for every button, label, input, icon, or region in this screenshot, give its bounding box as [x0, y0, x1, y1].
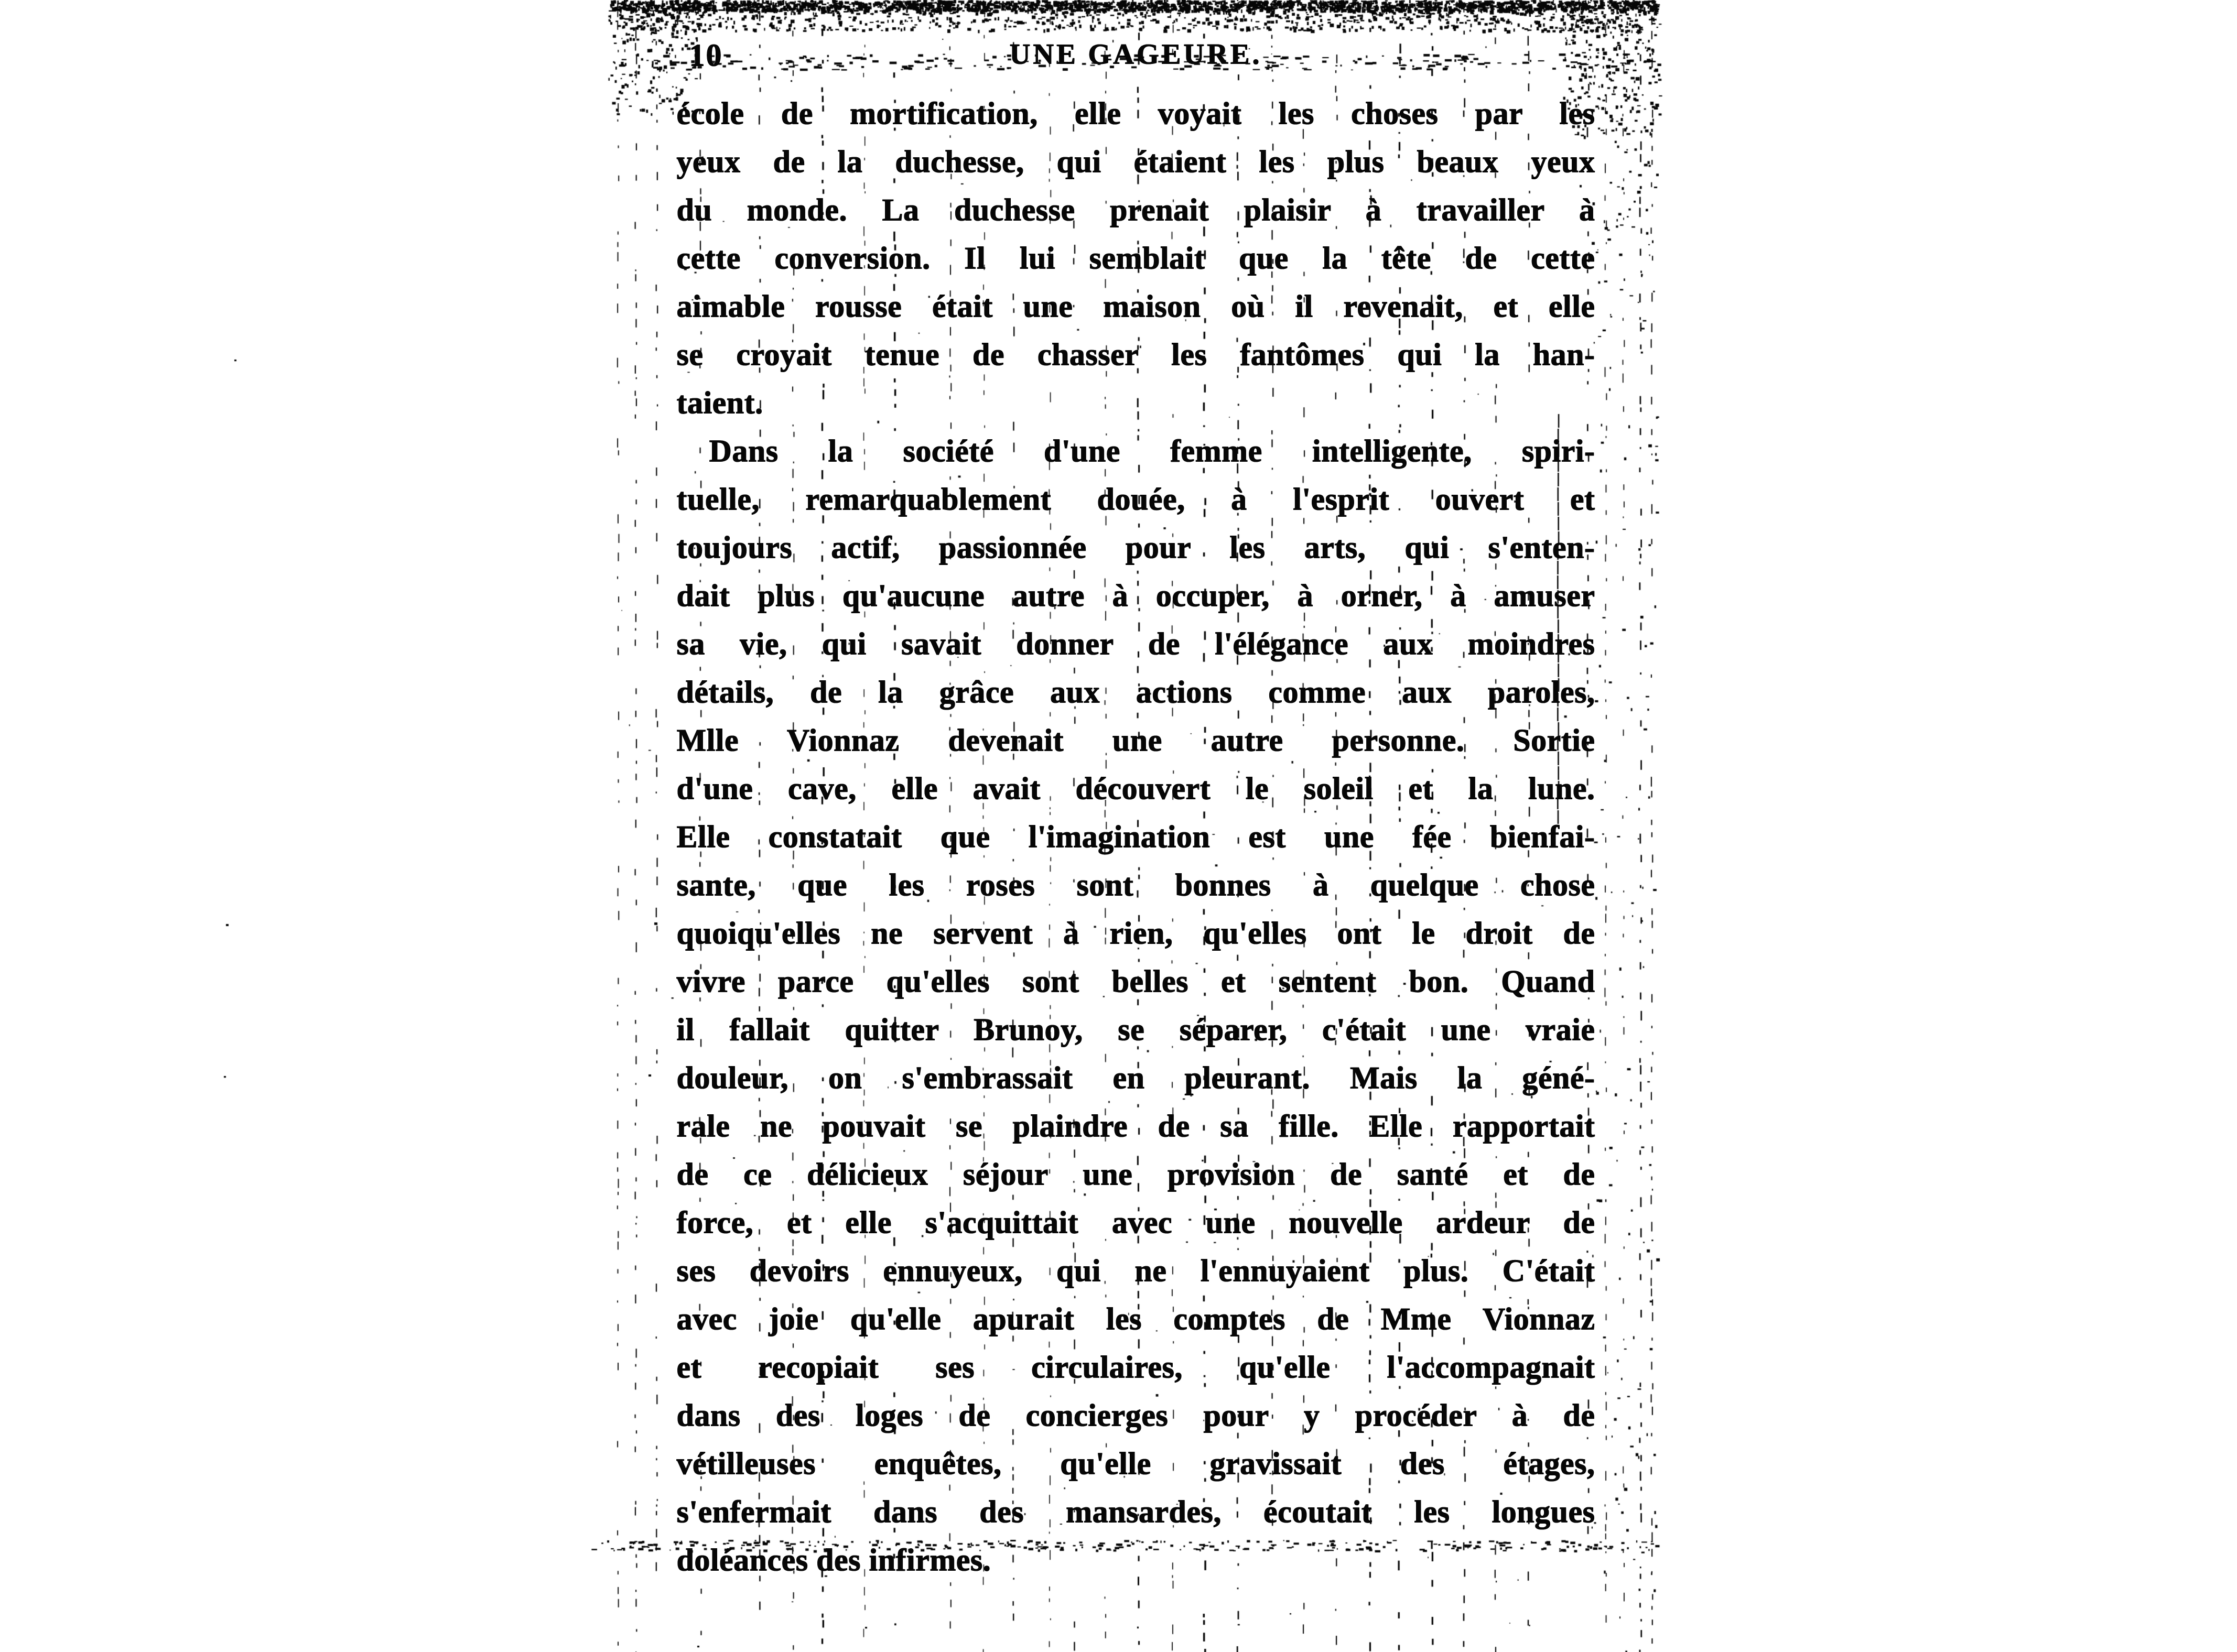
text-line: Mlle Vionnaz devenait une autre personne. Sortie [676, 723, 1595, 757]
text-line: ses devoirs ennuyeux, qui ne l'ennuyaient plus. C'était [676, 1253, 1595, 1288]
text-line: d'une cave, elle avait découvert le soleil et la lune. [676, 771, 1595, 806]
text-line: force, et elle s'acquittait avec une nouvelle ardeur de [676, 1205, 1595, 1240]
text-line: vétilleuses enquêtes, qu'elle gravissait des étages, [676, 1446, 1595, 1481]
text-line: et recopiait ses circulaires, qu'elle l'accompagnait [676, 1350, 1595, 1384]
text-line: taient. [676, 385, 763, 420]
text-line: de ce délicieux séjour une provision de santé et de [676, 1157, 1595, 1191]
text-line: cette conversion. Il lui semblait que la tête de cette [676, 241, 1595, 275]
text-line: avec joie qu'elle apurait les comptes de Mme Vionnaz [676, 1301, 1595, 1336]
text-line: du monde. La duchesse prenait plaisir à travailler à [676, 192, 1595, 227]
body-text [676, 89, 1595, 1584]
text-line: aimable rousse était une maison où il revenait, et elle [676, 289, 1595, 323]
text-line: se croyait tenue de chasser les fantômes qui la han- [676, 337, 1595, 372]
text-line: doléances des infirmes. [676, 1542, 991, 1577]
text-line: Dans la société d'une femme intelligente, spiri- [709, 433, 1595, 468]
text-line: il fallait quitter Brunoy, se séparer, c'était une vraie [676, 1012, 1595, 1047]
text-line: vivre parce qu'elles sont belles et sentent bon. Quand [676, 964, 1595, 998]
text-line: sante, que les roses sont bonnes à quelque chose [676, 867, 1595, 902]
page-number: 10 [689, 38, 722, 72]
text-line: douleur, on s'embrassait en pleurant. Mais la géné- [676, 1060, 1595, 1095]
text-line: quoiqu'elles ne servent à rien, qu'elles ont le droit de [676, 916, 1595, 950]
running-title: UNE GAGEURE. [1009, 38, 1262, 70]
text-line: détails, de la grâce aux actions comme aux paroles, [676, 675, 1595, 709]
text-line: yeux de la duchesse, qui étaient les plus beaux yeux [676, 144, 1595, 179]
text-line: tuelle, remarquablement douée, à l'esprit ouvert et [676, 482, 1595, 516]
text-line: s'enfermait dans des mansardes, écoutait les longues [676, 1494, 1595, 1529]
text-line: école de mortification, elle voyait les choses par les [676, 96, 1595, 131]
text-line: Elle constatait que l'imagination est une fée bienfai- [676, 819, 1595, 854]
text-line: dans des loges de concierges pour y procéder à de [676, 1398, 1595, 1432]
text-line: sa vie, qui savait donner de l'élégance aux moindres [676, 626, 1595, 661]
text-line: rale ne pouvait se plaindre de sa fille. Elle rapportait [676, 1108, 1595, 1143]
text-line: toujours actif, passionnée pour les arts, qui s'enten- [676, 530, 1595, 564]
text-line: dait plus qu'aucune autre à occuper, à orner, à amuser [676, 578, 1595, 613]
